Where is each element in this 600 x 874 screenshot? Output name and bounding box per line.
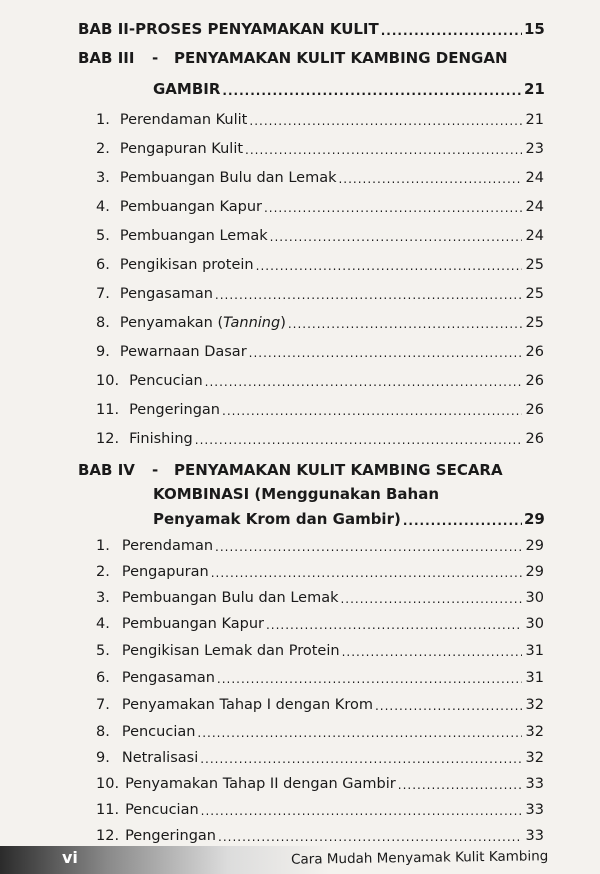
- toc-item: [96, 802, 544, 818]
- leader-dots: [375, 698, 522, 713]
- item-label-emphasis: Tanning: [223, 315, 281, 331]
- item-label: Pengikisan Lemak dan Protein: [121, 643, 340, 659]
- item-label: Pengeringan: [129, 402, 220, 418]
- item-label: Finishing: [129, 431, 193, 447]
- toc-item: [96, 344, 544, 360]
- toc-item: [96, 616, 544, 632]
- item-label: Pencucian: [129, 373, 203, 389]
- item-page: 25: [525, 315, 544, 331]
- chapter-title: PENYAMAKAN KULIT KAMBING DENGAN: [174, 49, 508, 67]
- item-label: Pembuangan Kapur: [119, 199, 262, 215]
- item-page: 24: [525, 199, 544, 215]
- item-label: Penyamakan Tahap II dengan Gambir: [125, 776, 396, 792]
- leader-dots: [288, 316, 522, 331]
- leader-dots: [340, 591, 522, 606]
- item-page: 23: [525, 141, 544, 157]
- item-label: [120, 315, 286, 331]
- chapter-title: PROSES PENYAMAKAN KULIT: [135, 20, 379, 38]
- toc-item: [96, 228, 544, 244]
- item-page: 29: [525, 564, 544, 580]
- item-number: 2.: [96, 141, 110, 157]
- item-number: 3.: [96, 590, 110, 606]
- item-number: 10.: [96, 776, 120, 792]
- chapter-dash: -: [152, 461, 159, 479]
- item-number: 9.: [96, 344, 110, 360]
- item-number: 7.: [96, 697, 110, 713]
- chapter-title: PENYAMAKAN KULIT KAMBING SECARA: [174, 461, 503, 479]
- leader-dots: [218, 829, 522, 844]
- leader-dots: [256, 258, 522, 273]
- chapter-entry: [78, 20, 544, 38]
- chapter-page: 15: [524, 20, 545, 38]
- item-number: 7.: [96, 286, 110, 302]
- chapter-title: KOMBINASI (Menggunakan Bahan: [153, 485, 440, 503]
- item-label: Pembuangan Lemak: [119, 228, 268, 244]
- chapter-heading: [78, 461, 544, 479]
- item-page: 30: [525, 616, 544, 632]
- toc-item: [96, 170, 544, 186]
- item-number: 6.: [96, 670, 110, 686]
- toc-item: [96, 670, 544, 686]
- chapter-dash: -: [152, 49, 159, 67]
- item-number: 12.: [96, 828, 120, 844]
- chapter-heading: [78, 49, 544, 67]
- item-label: Pengapuran Kulit: [119, 141, 244, 157]
- item-page: 26: [525, 431, 544, 447]
- chapter-heading-cont: [153, 485, 544, 503]
- chapter-entry: [153, 80, 544, 98]
- item-number: 4.: [96, 199, 110, 215]
- leader-dots: [245, 142, 522, 157]
- item-label: Perendaman: [121, 538, 214, 554]
- item-number: 11.: [96, 402, 120, 418]
- toc-item: [96, 315, 544, 331]
- item-page: 31: [525, 643, 544, 659]
- item-page: 26: [525, 402, 544, 418]
- item-number: 5.: [96, 643, 110, 659]
- leader-dots: [270, 229, 522, 244]
- leader-dots: [249, 113, 522, 128]
- item-label: Pencucian: [121, 724, 196, 740]
- item-page: 33: [525, 802, 544, 818]
- leader-dots: [342, 644, 522, 659]
- toc-item: [96, 286, 544, 302]
- toc-item: [96, 724, 544, 740]
- item-number: 8.: [96, 315, 110, 331]
- toc-item: [96, 373, 544, 389]
- item-number: 5.: [96, 228, 110, 244]
- item-label: Perendaman Kulit: [119, 112, 248, 128]
- item-label: Netralisasi: [121, 750, 199, 766]
- item-page: 32: [525, 724, 544, 740]
- chapter-page: 21: [524, 80, 545, 98]
- toc-item: [96, 776, 544, 792]
- item-number: 1.: [96, 538, 110, 554]
- chapter-title: GAMBIR: [153, 80, 221, 98]
- item-number: 10.: [96, 373, 120, 389]
- leader-dots: [264, 200, 522, 215]
- item-label: Pengasaman: [119, 286, 213, 302]
- leader-dots: [195, 432, 522, 447]
- toc-item: [96, 257, 544, 273]
- leader-dots: [217, 671, 522, 686]
- toc-item: [96, 141, 544, 157]
- toc-item: [96, 402, 544, 418]
- item-label: Pembuangan Bulu dan Lemak: [119, 170, 337, 186]
- item-page: 24: [525, 170, 544, 186]
- footer-page-number: vi: [62, 848, 78, 867]
- item-page: 30: [525, 590, 544, 606]
- item-number: 2.: [96, 564, 110, 580]
- item-number: 4.: [96, 616, 110, 632]
- toc-item: [96, 564, 544, 580]
- item-page: 26: [525, 373, 544, 389]
- item-page: 25: [525, 257, 544, 273]
- toc-item: [96, 643, 544, 659]
- item-page: 26: [525, 344, 544, 360]
- item-label: Pembuangan Bulu dan Lemak: [121, 590, 339, 606]
- chapter-title: Penyamak Krom dan Gambir): [153, 510, 401, 528]
- item-label: Pengasaman: [121, 670, 215, 686]
- toc-item: [96, 538, 544, 554]
- leader-dots: [222, 81, 522, 96]
- leader-dots: [215, 539, 522, 554]
- toc-item: [96, 112, 544, 128]
- chapter-code: BAB III: [78, 49, 135, 67]
- chapter-page: 29: [524, 510, 545, 528]
- leader-dots: [398, 777, 522, 792]
- footer-book-title: Cara Mudah Menyamak Kulit Kambing: [290, 848, 549, 868]
- item-label: Pembuangan Kapur: [121, 616, 264, 632]
- leader-dots: [222, 403, 522, 418]
- leader-dots: [266, 617, 522, 632]
- item-label: Pengeringan: [125, 828, 216, 844]
- chapter-dash: -: [128, 20, 136, 38]
- toc-item: [96, 199, 544, 215]
- item-page: 33: [525, 828, 544, 844]
- item-label: Pengikisan protein: [119, 257, 254, 273]
- chapter-entry: [153, 510, 544, 528]
- leader-dots: [403, 511, 522, 526]
- leader-dots: [211, 565, 522, 580]
- leader-dots: [205, 374, 522, 389]
- leader-dots: [200, 751, 522, 766]
- item-number: 9.: [96, 750, 110, 766]
- chapter-code: BAB II: [78, 20, 129, 38]
- item-page: 31: [525, 670, 544, 686]
- toc-item: [96, 697, 544, 713]
- leader-dots: [381, 21, 522, 36]
- item-label: Penyamakan Tahap I dengan Krom: [121, 697, 373, 713]
- item-label: Pengapuran: [121, 564, 209, 580]
- item-page: 25: [525, 286, 544, 302]
- toc-item: [96, 590, 544, 606]
- item-label: Pewarnaan Dasar: [119, 344, 247, 360]
- item-number: 8.: [96, 724, 110, 740]
- item-label-pre: Penyamakan (: [119, 315, 224, 331]
- item-label: Pencucian: [125, 802, 199, 818]
- leader-dots: [249, 345, 522, 360]
- toc-item: [96, 828, 544, 844]
- item-page: 32: [525, 750, 544, 766]
- toc-item: [96, 431, 544, 447]
- item-number: 12.: [96, 431, 120, 447]
- item-number: 3.: [96, 170, 110, 186]
- item-number: 6.: [96, 257, 110, 273]
- leader-dots: [215, 287, 522, 302]
- item-number: 1.: [96, 112, 110, 128]
- item-page: 21: [525, 112, 544, 128]
- item-page: 32: [525, 697, 544, 713]
- leader-dots: [338, 171, 522, 186]
- item-page: 33: [525, 776, 544, 792]
- item-page: 29: [525, 538, 544, 554]
- leader-dots: [201, 803, 522, 818]
- leader-dots: [197, 725, 522, 740]
- chapter-code: BAB IV: [78, 461, 135, 479]
- item-page: 24: [525, 228, 544, 244]
- item-number: 11.: [96, 802, 120, 818]
- toc-item: [96, 750, 544, 766]
- item-label-post: ): [280, 315, 286, 331]
